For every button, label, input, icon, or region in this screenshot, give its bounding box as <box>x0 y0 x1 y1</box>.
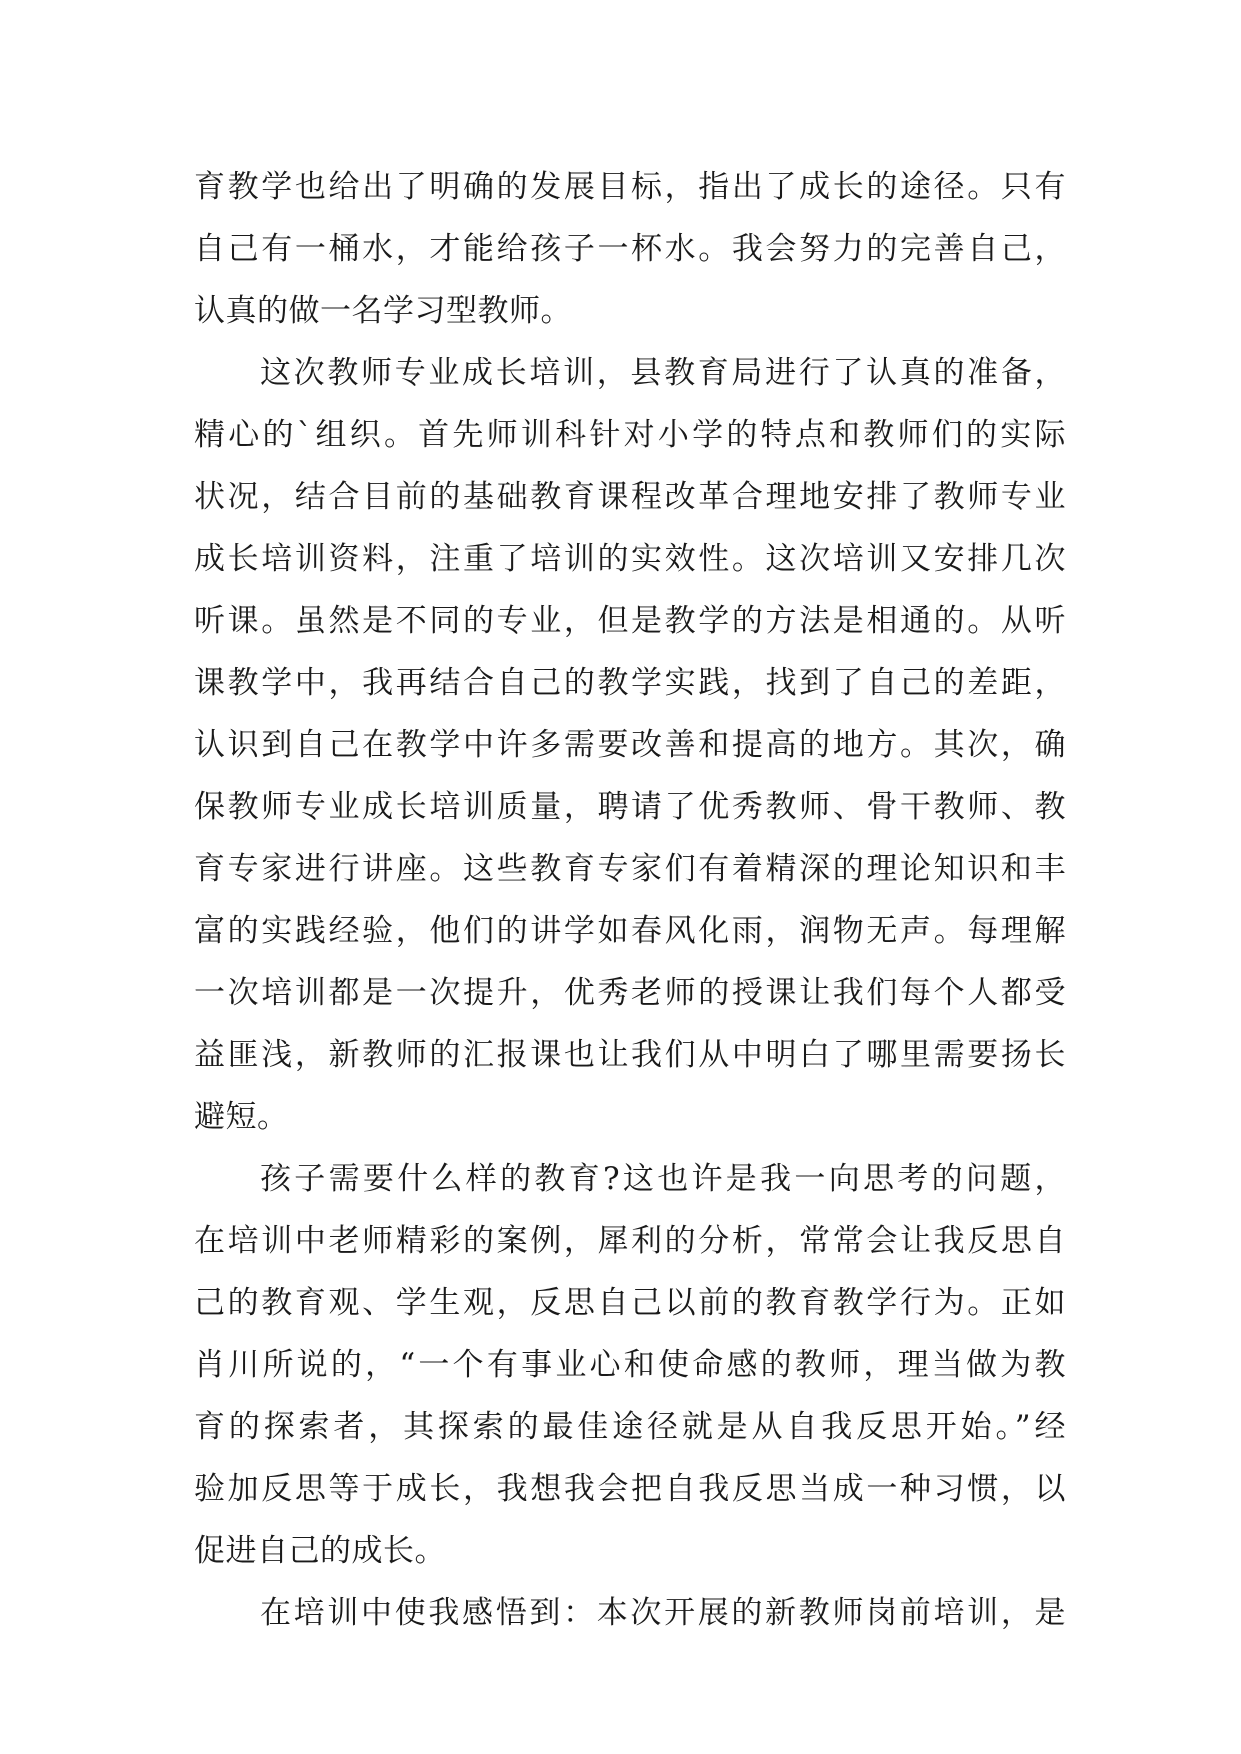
text-line: 认真的做一名学习型教师。 <box>194 293 572 329</box>
text-line: 己的教育观、学生观，反思自己以前的教育教学行为。正如 <box>194 1285 1066 1321</box>
text-line: 保教师专业成长培训质量，聘请了优秀教师、骨干教师、教 <box>194 789 1066 825</box>
text-line: 精心的`组织。首先师训科针对小学的特点和教师们的实际 <box>194 417 1066 453</box>
body-text <box>194 156 1066 1644</box>
text-line: 听课。虽然是不同的专业，但是教学的方法是相通的。从听 <box>194 603 1066 639</box>
text-line: 促进自己的成长。 <box>194 1533 446 1569</box>
text-line: 育专家进行讲座。这些教育专家们有着精深的理论知识和丰 <box>194 851 1066 887</box>
text-line: 自己有一桶水，才能给孩子一杯水。我会努力的完善自己， <box>194 231 1066 267</box>
text-line: 成长培训资料，注重了培训的实效性。这次培训又安排几次 <box>194 541 1066 577</box>
text-line: 状况，结合目前的基础教育课程改革合理地安排了教师专业 <box>194 479 1066 515</box>
paragraph-first-line: 孩子需要什么样的教育?这也许是我一向思考的问题， <box>260 1161 1066 1197</box>
text-line: 在培训中老师精彩的案例，犀利的分析，常常会让我反思自 <box>194 1223 1066 1259</box>
text-line: 认识到自己在教学中许多需要改善和提高的地方。其次，确 <box>194 727 1066 763</box>
paragraph-first-line: 在培训中使我感悟到：本次开展的新教师岗前培训，是 <box>260 1595 1066 1631</box>
paragraph-first-line: 这次教师专业成长培训，县教育局进行了认真的准备， <box>260 355 1066 391</box>
text-line: 肖川所说的，“一个有事业心和使命感的教师，理当做为教 <box>194 1347 1066 1383</box>
text-line: 避短。 <box>194 1099 289 1135</box>
text-line: 益匪浅，新教师的汇报课也让我们从中明白了哪里需要扬长 <box>194 1037 1066 1073</box>
text-line: 富的实践经验，他们的讲学如春风化雨，润物无声。每理解 <box>194 913 1066 949</box>
text-line: 一次培训都是一次提升，优秀老师的授课让我们每个人都受 <box>194 975 1066 1011</box>
text-line: 育的探索者，其探索的最佳途径就是从自我反思开始。”经 <box>194 1409 1066 1445</box>
text-line: 验加反思等于成长，我想我会把自我反思当成一种习惯，以 <box>194 1471 1066 1507</box>
text-line: 育教学也给出了明确的发展目标，指出了成长的途径。只有 <box>194 169 1066 205</box>
text-line: 课教学中，我再结合自己的教学实践，找到了自己的差距， <box>194 665 1066 701</box>
